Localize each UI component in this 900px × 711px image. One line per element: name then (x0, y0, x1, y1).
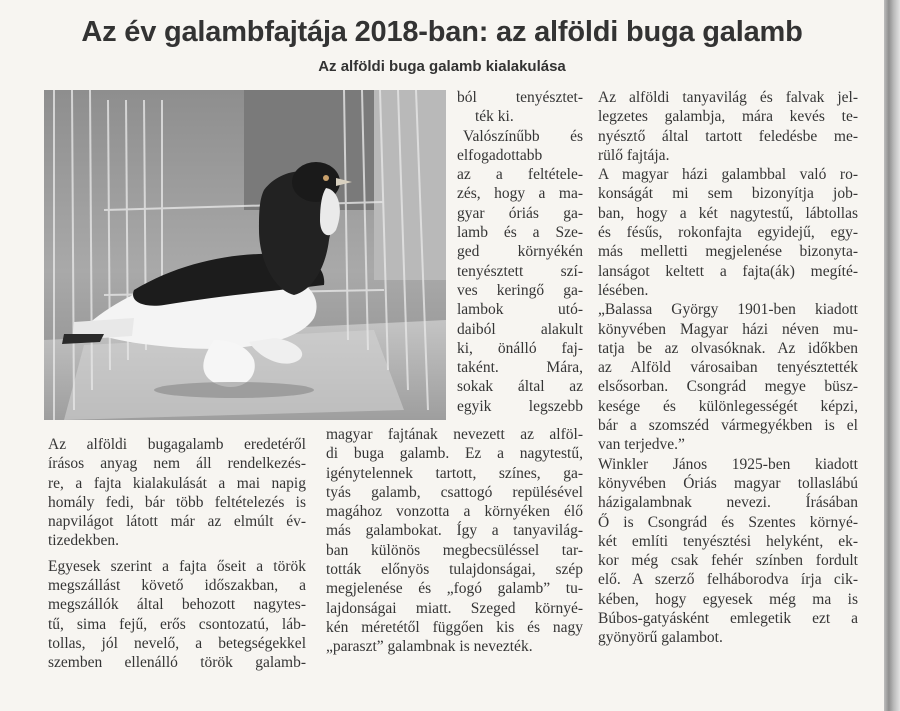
text-line: Az alföldi bugagalamb eredetéről (48, 436, 306, 453)
text-line: nyésztő által tartott feledésbe me- (598, 127, 858, 145)
pigeon-photo-icon (44, 90, 446, 420)
text-line: és fésűs, rokonfajta egyidejű, egy- (598, 224, 858, 242)
text-line: házigalambnak nevezi. Írásában (598, 494, 858, 512)
text-line: lanságot keltett a fajta(ák) megíté- (598, 262, 858, 280)
text-line: homály fedi, bár több feltételezés is (48, 493, 306, 511)
narrow-line: ged környékén (457, 243, 583, 261)
text-line: tyás galamb, csattogó repülésével (326, 483, 583, 501)
narrow-line: elfogadottabb (457, 146, 543, 164)
narrow-line: egyik legszebb (457, 397, 583, 415)
text-line: könyvében Magyar házi néven mu- (598, 320, 858, 338)
narrow-line: tenyésztett szí- (457, 262, 583, 280)
text-line: tották előnyös tulajdonságai, szép (326, 561, 583, 579)
middle-column (326, 425, 583, 657)
text-line: elsősorban. Csongrád megye büsz- (598, 378, 858, 396)
text-line: más galambokat. Így a tanyavilág- (326, 522, 583, 540)
text-line: gyönyörű galambot. (598, 629, 723, 647)
narrow-line: ték ki. (475, 108, 514, 126)
text-line: megszállók által behozott nagytes- (48, 596, 306, 614)
text-line: A magyar házi galambbal való ro- (598, 166, 858, 184)
text-line: tizedekben. (48, 532, 120, 550)
text-line: ban, hogy a két nagytestű, lábtollas (598, 204, 858, 222)
text-line: ban különös megbecsüléssel tar- (326, 541, 583, 559)
article-subtitle: Az alföldi buga galamb kialakulása (318, 58, 566, 75)
narrow-line: gyar óriás ga- (457, 204, 583, 222)
text-line: van terjedve.” (598, 436, 685, 454)
text-line: tatja be az olvasóknak. Az időkben (598, 339, 858, 357)
narrow-line: sokak által az (457, 378, 583, 396)
narrow-line: lambok utó- (457, 301, 583, 319)
narrow-line: ki, önálló faj- (457, 339, 583, 357)
text-line: „Balassa György 1901-ben kiadott (598, 301, 858, 319)
text-line: tű, sima fejű, erős csontozatú, láb- (48, 615, 306, 633)
text-line: lésében. (598, 281, 649, 299)
text-line: Winkler János 1925-ben kiadott (598, 455, 858, 473)
text-line: két említi tenyésztési helyként, ek- (598, 532, 858, 550)
text-line: rülő fajtája. (598, 146, 670, 164)
text-line: konságát mi sem bizonyítja job- (598, 185, 858, 203)
paragraph (598, 88, 858, 165)
text-line: kén méretétől függően kis és nagy (326, 618, 583, 636)
article-title: Az év galambfajtája 2018-ban: az alföldi buga galamb (81, 16, 803, 48)
text-line: magyar fajtának nevezett az alföl- (326, 426, 583, 443)
paragraph (48, 435, 306, 551)
text-line: elő. A szerző felháborodva írja cik- (598, 571, 858, 589)
text-line: lajdonságai miatt. Szeged környé- (326, 599, 583, 617)
text-line: re, a fajta kialakulását a mai napig (48, 474, 306, 492)
narrow-line: ves keringő ga- (457, 281, 583, 299)
pigeon-photo (44, 90, 446, 420)
text-line: Egyesek szerint a fajta őseit a török (48, 557, 306, 575)
text-line: kében, hogy egyesek még ma is (598, 590, 858, 608)
paragraph (48, 557, 306, 673)
text-line: kesége és különlegességét képzi, (598, 397, 858, 415)
text-line: kor még csak fehér színben fordult (598, 552, 858, 570)
text-line: tollas, jól nevelő, a betegségekkel (48, 634, 306, 652)
text-line: megjelenése és „fogó galamb” tu- (326, 580, 583, 598)
right-column (598, 88, 858, 648)
narrow-line: Valószínűbb és (463, 127, 583, 145)
narrow-line: taként. Mára, (457, 359, 583, 377)
narrow-line: daiból alakult (457, 320, 583, 338)
text-line: igénytelennek tartott, színes, ga- (326, 464, 583, 482)
page-edge (884, 0, 900, 711)
paragraph (598, 455, 858, 648)
narrow-line: ból tenyésztet- (457, 89, 583, 106)
text-line: könyvében Óriás magyar tollaslábú (598, 474, 858, 492)
paragraph (598, 300, 858, 454)
text-line: bár a szomszéd vármegyékben is el (598, 417, 858, 435)
narrow-line: lamb és a Sze- (457, 224, 583, 242)
text-line: Búbos-gatyásként emlegetik ezt a (598, 610, 858, 628)
text-line: Ő is Csongrád és Szentes környé- (598, 513, 858, 531)
narrow-line: zés, hogy a ma- (457, 185, 583, 203)
narrow-line: az a feltétele- (457, 166, 583, 184)
left-column (48, 435, 306, 673)
text-line: megszállást követő időszakban, a (48, 577, 306, 595)
text-line: más melletti megjelenése bizonyta- (598, 243, 858, 261)
text-line: írásos anyag nem áll rendelkezés- (48, 455, 306, 473)
narrow-column (457, 88, 583, 416)
text-line: szemben ellenálló török galamb- (48, 654, 306, 672)
text-line: napvilágot látott már az elmúlt év- (48, 513, 306, 531)
text-line: magához vonzotta a környéken élő (326, 503, 583, 521)
text-line: legzetes galambja, mára kevés te- (598, 108, 858, 126)
text-line: az Alföld városaiban tenyésztették (598, 359, 858, 377)
text-line: „paraszt” galambnak is nevezték. (326, 638, 533, 656)
text-line: Az alföldi tanyavilág és falvak jel- (598, 89, 858, 106)
text-line: di buga galamb. Ez a nagytestű, (326, 445, 583, 463)
paragraph (598, 165, 858, 300)
